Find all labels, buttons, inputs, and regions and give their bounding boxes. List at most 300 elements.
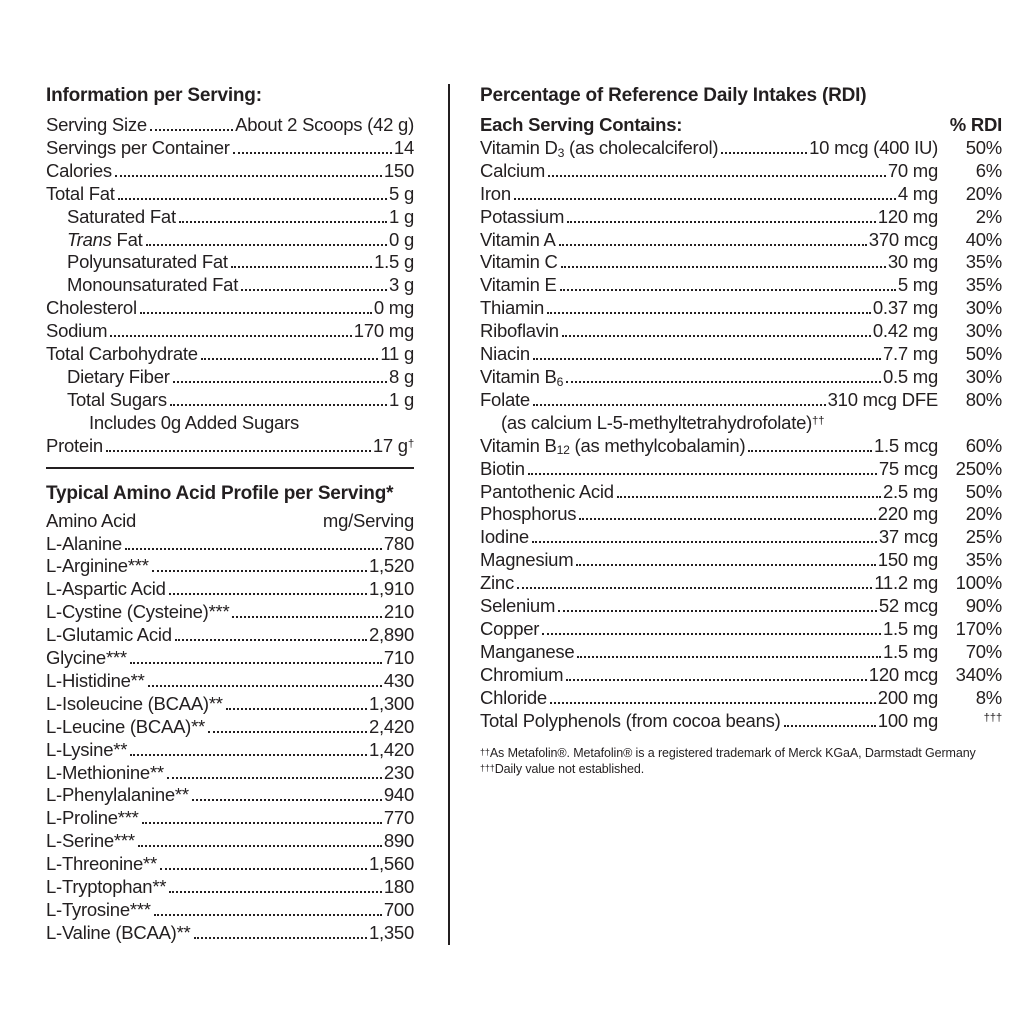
nutrient-row xyxy=(480,710,1002,733)
nutrient-row xyxy=(480,458,1002,481)
row-value: 150 mg xyxy=(877,549,938,571)
row-label: L-Leucine (BCAA)** xyxy=(46,715,205,737)
row-value: 180 xyxy=(383,876,414,898)
dot-leader xyxy=(550,702,876,704)
row-label: Saturated Fat xyxy=(67,205,176,227)
dot-leader xyxy=(148,685,382,687)
dot-leader xyxy=(517,587,872,589)
row-main xyxy=(480,206,938,229)
info-section-title: Information per Serving: xyxy=(46,85,262,106)
dot-leader xyxy=(160,868,367,870)
row-rdi: 90% xyxy=(965,595,1002,617)
row-main xyxy=(480,641,938,664)
row-label: Vitamin C xyxy=(480,251,558,273)
row-rdi: 30% xyxy=(965,297,1002,319)
row-label: Serving Size xyxy=(46,114,147,135)
row-label: L-Proline*** xyxy=(46,807,139,829)
dot-leader xyxy=(130,754,367,756)
dot-leader xyxy=(142,822,382,824)
amino-col-header-value: mg/Serving xyxy=(322,509,414,531)
row-label: Pantothenic Acid xyxy=(480,480,614,502)
row-label: L-Valine (BCAA)** xyxy=(46,921,191,943)
row-label: Includes 0g Added Sugars xyxy=(89,411,299,433)
dot-leader xyxy=(566,679,866,681)
dot-leader xyxy=(146,244,387,246)
rdi-header-left: Each Serving Contains: xyxy=(480,114,683,135)
dot-leader xyxy=(192,799,382,801)
section-divider-rule xyxy=(46,467,414,469)
row-label: Vitamin E xyxy=(480,274,557,296)
dot-leader xyxy=(201,358,379,360)
row-main xyxy=(480,137,938,160)
dot-leader xyxy=(150,129,233,131)
row-label: Thiamin xyxy=(480,297,545,319)
row-label: Vitamin A xyxy=(480,228,556,250)
row-value: 770 xyxy=(383,807,414,829)
info-row xyxy=(46,320,414,343)
amino-acid-row xyxy=(46,899,414,922)
amino-acid-row xyxy=(46,716,414,739)
dot-leader xyxy=(560,289,896,291)
row-value: 310 mcg DFE xyxy=(827,388,938,410)
dot-leader xyxy=(721,152,807,154)
row-main xyxy=(480,160,938,183)
nutrient-row xyxy=(480,229,1002,252)
dot-leader xyxy=(566,381,881,383)
dot-leader xyxy=(173,381,387,383)
row-value: 430 xyxy=(383,669,414,691)
row-value: 11.2 mg xyxy=(874,572,938,594)
row-label: L-Tyrosine*** xyxy=(46,899,151,920)
row-label: Sodium xyxy=(46,320,108,342)
dot-leader xyxy=(559,244,867,246)
row-value: 890 xyxy=(383,830,414,852)
row-main xyxy=(480,618,938,641)
row-value: 220 mg xyxy=(877,503,938,525)
nutrient-row xyxy=(480,297,1002,320)
row-main xyxy=(480,251,938,274)
row-rdi: 340% xyxy=(955,663,1002,685)
row-label: Chloride xyxy=(480,686,547,708)
row-value: 1 g xyxy=(389,205,414,227)
row-label: L-Glutamic Acid xyxy=(46,624,172,646)
row-label: L-Arginine*** xyxy=(46,555,149,577)
row-value: 52 mcg xyxy=(878,595,938,617)
dot-leader xyxy=(533,358,881,360)
dot-leader xyxy=(208,731,367,733)
row-label: L-Lysine** xyxy=(46,738,128,760)
row-label: Biotin xyxy=(480,457,525,479)
row-label: Manganese xyxy=(480,640,575,662)
nutrient-row xyxy=(480,595,1002,618)
info-row xyxy=(46,251,414,274)
amino-acid-row xyxy=(46,853,414,876)
nutrient-row xyxy=(480,137,1002,160)
row-value: 230 xyxy=(383,761,414,783)
row-value: 17 g† xyxy=(372,434,414,456)
dot-leader xyxy=(532,541,877,543)
row-value: About 2 Scoops (42 g) xyxy=(235,114,414,135)
info-row xyxy=(46,137,414,160)
row-rdi: 40% xyxy=(965,228,1002,250)
amino-acid-row xyxy=(46,647,414,670)
row-value: 1.5 mcg xyxy=(873,434,938,456)
row-value: 1 g xyxy=(389,388,414,410)
row-label: Vitamin $B_{12}$ (as methylcobalamin) xyxy=(480,434,746,458)
row-rdi: 50% xyxy=(965,480,1002,502)
row-rdi: 35% xyxy=(965,549,1002,571)
row-main xyxy=(480,274,938,297)
nutrient-row xyxy=(480,526,1002,549)
amino-acid-row xyxy=(46,693,414,716)
row-value: 14 xyxy=(393,136,414,158)
nutrient-row xyxy=(480,503,1002,526)
nutrient-row xyxy=(480,572,1002,595)
dot-leader xyxy=(170,404,387,406)
nutrient-row xyxy=(480,320,1002,343)
amino-header-row xyxy=(46,510,414,533)
info-row xyxy=(46,160,414,183)
row-rdi: 6% xyxy=(975,159,1002,181)
dot-leader xyxy=(528,473,877,475)
row-rdi: 30% xyxy=(965,320,1002,342)
row-value: 7.7 mg xyxy=(882,343,938,365)
dot-leader xyxy=(562,335,871,337)
dot-leader xyxy=(748,450,872,452)
rdi-header-right: % RDI xyxy=(949,114,1002,135)
row-value: 5 mg xyxy=(897,274,938,296)
dot-leader xyxy=(232,616,381,618)
dot-leader xyxy=(548,175,886,177)
row-main xyxy=(480,503,938,526)
dot-leader xyxy=(125,548,382,550)
left-column xyxy=(46,84,414,945)
row-value: 70 mg xyxy=(887,159,938,181)
row-value: 170 mg xyxy=(353,320,414,342)
amino-rows xyxy=(46,533,414,945)
row-rdi: 20% xyxy=(965,182,1002,204)
amino-acid-row xyxy=(46,830,414,853)
row-value: 710 xyxy=(383,647,414,669)
row-label: Dietary Fiber xyxy=(67,365,170,387)
row-value: 1,560 xyxy=(368,853,414,875)
row-rdi: 25% xyxy=(965,526,1002,548)
row-label: Copper xyxy=(480,617,540,639)
amino-acid-row xyxy=(46,533,414,556)
info-row xyxy=(46,343,414,366)
row-main xyxy=(480,343,938,366)
row-label: L-Methionine** xyxy=(46,761,164,783)
dot-leader xyxy=(577,656,881,658)
dot-leader xyxy=(130,662,382,664)
row-value: 1.5 mg xyxy=(882,640,938,662)
row-rdi: 50% xyxy=(965,343,1002,365)
footnote-line: ††As Metafolin®. Metafolin® is a registered trademark of Merck KGaA, Darmstadt Germany xyxy=(480,746,976,761)
nutrient-row xyxy=(480,412,1002,435)
row-label: Monounsaturated Fat xyxy=(67,274,239,296)
row-value: 0 mg xyxy=(373,297,414,319)
dot-leader xyxy=(169,593,367,595)
column-divider-rule xyxy=(448,84,450,945)
amino-acid-row xyxy=(46,555,414,578)
row-value: 1,300 xyxy=(368,692,414,714)
row-rdi: 60% xyxy=(965,434,1002,456)
row-label: Iron xyxy=(480,182,511,204)
row-main xyxy=(480,481,938,504)
nutrient-row xyxy=(480,664,1002,687)
row-main xyxy=(480,458,938,481)
amino-acid-row xyxy=(46,739,414,762)
row-label: Calcium xyxy=(480,159,546,181)
row-rdi: 2% xyxy=(975,205,1002,227)
dot-leader xyxy=(542,633,881,635)
row-label: Total Sugars xyxy=(67,388,167,410)
row-main xyxy=(480,526,938,549)
info-row xyxy=(46,114,414,137)
amino-section-title: Typical Amino Acid Profile per Serving* xyxy=(46,482,394,504)
row-label: (as calcium L-5-methyltetrahydrofolate)†† xyxy=(501,411,825,433)
row-label: L-Cystine (Cysteine)*** xyxy=(46,601,230,623)
row-label: Vitamin $D_3$ (as cholecalciferol) xyxy=(480,136,719,160)
amino-acid-row xyxy=(46,670,414,693)
rdi-header-row xyxy=(480,114,1002,137)
row-rdi: 20% xyxy=(965,503,1002,525)
row-main xyxy=(480,389,938,412)
row-rdi: 35% xyxy=(965,251,1002,273)
row-label: Selenium xyxy=(480,595,556,617)
row-main xyxy=(480,664,938,687)
row-label: Vitamin $B_6$ xyxy=(480,365,564,389)
row-label: Phosphorus xyxy=(480,503,577,525)
amino-col-header-label: Amino Acid xyxy=(46,509,137,531)
dot-leader xyxy=(194,937,367,939)
dot-leader xyxy=(140,312,372,314)
row-value: 200 mg xyxy=(877,686,938,708)
row-main xyxy=(480,595,938,618)
nutrient-row xyxy=(480,183,1002,206)
nutrient-row xyxy=(480,549,1002,572)
row-main xyxy=(480,435,938,458)
amino-acid-row xyxy=(46,876,414,899)
row-label: L-Threonine** xyxy=(46,853,157,875)
row-label: Protein xyxy=(46,434,103,456)
row-value: 5 g xyxy=(389,182,414,204)
info-row xyxy=(46,435,414,458)
row-label: Trans Fat xyxy=(67,228,143,250)
row-value: 2,420 xyxy=(368,715,414,737)
row-rdi: 70% xyxy=(965,640,1002,662)
row-label: Folate xyxy=(480,388,530,410)
row-value: 4 mg xyxy=(897,182,938,204)
dot-leader xyxy=(138,845,382,847)
dot-leader xyxy=(115,175,382,177)
row-value: 0 g xyxy=(389,228,414,250)
row-value: 2,890 xyxy=(368,624,414,646)
info-row xyxy=(46,366,414,389)
row-main xyxy=(480,229,938,252)
nutrient-row xyxy=(480,274,1002,297)
row-label: Riboflavin xyxy=(480,320,559,342)
row-value: 120 mcg xyxy=(868,663,938,685)
nutrient-row xyxy=(480,160,1002,183)
row-rdi: 80% xyxy=(965,388,1002,410)
rdi-rows xyxy=(480,137,1002,733)
amino-acid-row xyxy=(46,624,414,647)
dot-leader xyxy=(152,570,367,572)
dot-leader xyxy=(110,335,352,337)
row-label: Cholesterol xyxy=(46,297,137,319)
row-value: 370 mcg xyxy=(868,228,938,250)
footnote-line: †††Daily value not established. xyxy=(480,762,645,777)
row-value: 0.5 mg xyxy=(882,365,938,387)
dot-leader xyxy=(576,564,875,566)
row-label: Total Fat xyxy=(46,182,115,204)
dot-leader xyxy=(118,198,387,200)
row-rdi: ††† xyxy=(983,712,1002,725)
dot-leader xyxy=(547,312,871,314)
dot-leader xyxy=(558,610,877,612)
dot-leader xyxy=(784,725,876,727)
dot-leader xyxy=(169,891,382,893)
row-value: 8 g xyxy=(389,365,414,387)
row-rdi: 170% xyxy=(955,617,1002,639)
info-row xyxy=(46,229,414,252)
row-value: 10 mcg (400 IU) xyxy=(809,136,938,158)
dot-leader xyxy=(231,266,372,268)
row-value: 1,350 xyxy=(368,921,414,943)
row-value: 120 mg xyxy=(877,205,938,227)
row-value: 1.5 mg xyxy=(882,617,938,639)
row-value: 210 xyxy=(383,601,414,623)
dot-leader xyxy=(567,221,876,223)
row-value: 1.5 g xyxy=(374,251,414,273)
dot-leader xyxy=(533,404,826,406)
row-value: 37 mcg xyxy=(878,526,938,548)
amino-acid-row xyxy=(46,784,414,807)
info-rows xyxy=(46,114,414,458)
row-main xyxy=(480,572,938,595)
row-value: 2.5 mg xyxy=(882,480,938,502)
row-label: Polyunsaturated Fat xyxy=(67,251,228,273)
row-value: 1,420 xyxy=(368,738,414,760)
row-label: Magnesium xyxy=(480,549,574,571)
info-row xyxy=(46,297,414,320)
row-label: Glycine*** xyxy=(46,647,127,669)
right-column xyxy=(480,84,1002,945)
row-rdi: 8% xyxy=(975,686,1002,708)
footnotes xyxy=(480,745,1002,777)
nutrient-row xyxy=(480,687,1002,710)
amino-acid-row xyxy=(46,601,414,624)
row-value: 700 xyxy=(383,899,414,920)
row-main xyxy=(480,183,938,206)
amino-acid-row xyxy=(46,578,414,601)
row-main xyxy=(480,687,938,710)
row-value: 150 xyxy=(383,159,414,181)
row-rdi: 35% xyxy=(965,274,1002,296)
nutrient-row xyxy=(480,435,1002,458)
dot-leader xyxy=(154,914,382,916)
nutrient-row xyxy=(480,343,1002,366)
dot-leader xyxy=(561,266,886,268)
row-label: Total Carbohydrate xyxy=(46,343,198,365)
amino-acid-row xyxy=(46,762,414,785)
dot-leader xyxy=(233,152,392,154)
row-value: 3 g xyxy=(389,274,414,296)
row-rdi: 30% xyxy=(965,365,1002,387)
row-value: 1,520 xyxy=(368,555,414,577)
row-rdi: 250% xyxy=(955,457,1002,479)
row-value: 1,910 xyxy=(368,578,414,600)
dot-leader xyxy=(579,518,876,520)
row-label: L-Aspartic Acid xyxy=(46,578,166,600)
dot-leader xyxy=(514,198,896,200)
row-label: L-Tryptophan** xyxy=(46,876,167,898)
info-row xyxy=(46,206,414,229)
row-label: Total Polyphenols (from cocoa beans) xyxy=(480,709,781,731)
row-label: Niacin xyxy=(480,343,530,365)
info-row xyxy=(46,183,414,206)
row-main xyxy=(480,297,938,320)
row-main xyxy=(480,366,938,389)
dot-leader xyxy=(226,708,367,710)
row-label: Zinc xyxy=(480,572,514,594)
row-value: 940 xyxy=(383,784,414,806)
row-label: Iodine xyxy=(480,526,529,548)
nutrient-row xyxy=(480,366,1002,389)
dot-leader xyxy=(617,496,881,498)
row-rdi: 50% xyxy=(965,136,1002,158)
row-main xyxy=(480,320,938,343)
dot-leader xyxy=(106,450,371,452)
row-main xyxy=(501,412,938,435)
row-value: 100 mg xyxy=(877,709,938,731)
row-label: L-Histidine** xyxy=(46,669,145,691)
nutrient-row xyxy=(480,481,1002,504)
row-label: Chromium xyxy=(480,663,564,685)
dot-leader xyxy=(175,639,367,641)
nutrient-row xyxy=(480,206,1002,229)
row-value: 75 mcg xyxy=(878,457,938,479)
info-row xyxy=(46,389,414,412)
row-rdi: 100% xyxy=(955,572,1002,594)
rdi-section-title: Percentage of Reference Daily Intakes (RDI) xyxy=(480,85,867,106)
nutrient-row xyxy=(480,389,1002,412)
nutrient-row xyxy=(480,641,1002,664)
row-value: 30 mg xyxy=(887,251,938,273)
row-label: L-Alanine xyxy=(46,532,122,554)
info-row xyxy=(46,274,414,297)
row-value: 780 xyxy=(383,532,414,554)
dot-leader xyxy=(179,221,387,223)
row-main xyxy=(480,549,938,572)
info-row xyxy=(46,412,414,435)
row-label: Calories xyxy=(46,159,112,181)
dot-leader xyxy=(241,289,387,291)
row-value: 0.37 mg xyxy=(872,297,938,319)
amino-acid-row xyxy=(46,922,414,945)
amino-acid-row xyxy=(46,807,414,830)
row-label: L-Isoleucine (BCAA)** xyxy=(46,692,223,714)
row-value: 0.42 mg xyxy=(872,320,938,342)
row-main xyxy=(480,710,938,733)
row-label: Potassium xyxy=(480,205,565,227)
nutrient-row xyxy=(480,618,1002,641)
row-label: L-Phenylalanine** xyxy=(46,784,189,806)
row-label: Servings per Container xyxy=(46,136,230,158)
row-value: 11 g xyxy=(380,343,414,365)
dot-leader xyxy=(167,777,382,779)
